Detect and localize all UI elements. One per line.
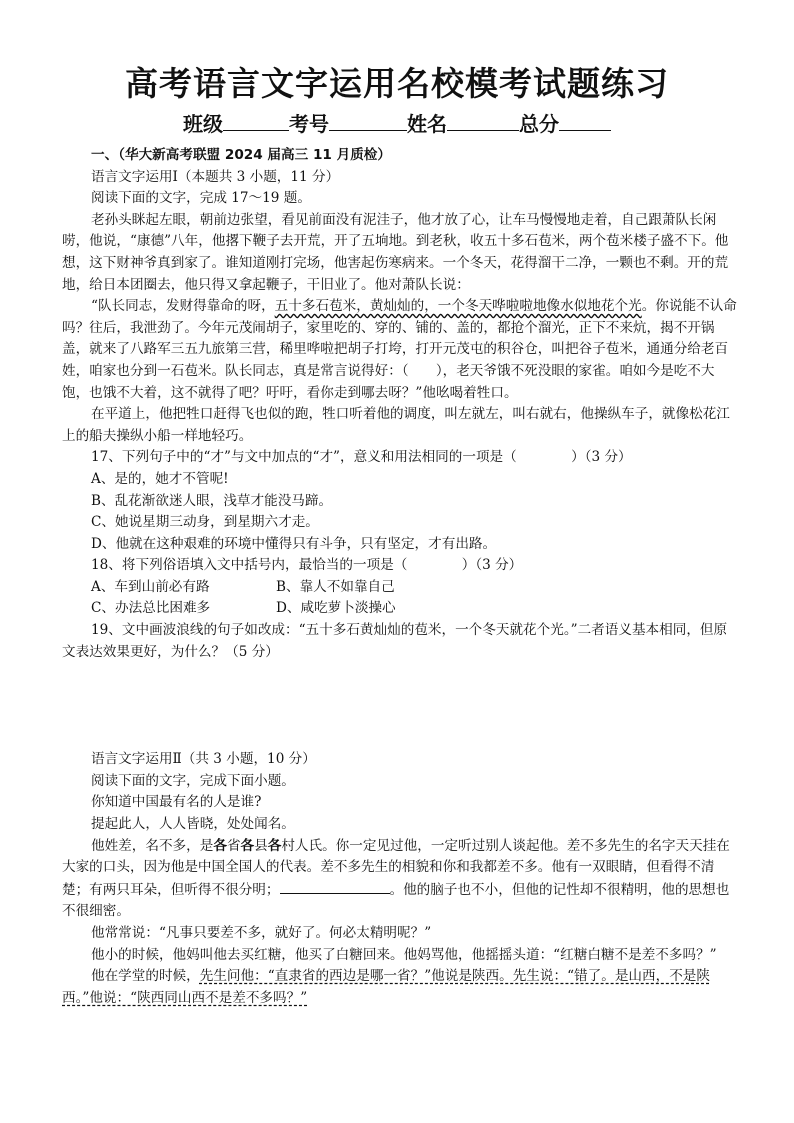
text-run: 。他的脑子也不小，但他的记性却不很精明，他的思想也不很细密。 bbox=[62, 881, 730, 920]
dotted-word: 各 bbox=[213, 837, 227, 854]
part1-title: 语言文字运用Ⅰ（本题共 3 小题，11 分） bbox=[91, 168, 340, 185]
text-run: 村人氏。你一定见过他，一定听过别人谈起他。差不多先生的名字天天挂在大家的口头，因为他是中国全国人的代表。差不多先生的相貌和你和我都差不多。他有一双眼睛，但看得不清楚；有两只耳朵，但听得不很分明； bbox=[62, 837, 730, 898]
page-title: 高考语言文字运用名校模考试题练习 bbox=[125, 64, 669, 103]
q18-option-a[interactable]: A、车到山前必有路 bbox=[91, 578, 210, 595]
part2-title: 语言文字运用Ⅱ（共 3 小题，10 分） bbox=[91, 751, 316, 768]
q17-option-c[interactable]: C、她说星期三动身，到星期六才走。 bbox=[91, 514, 319, 531]
part1-instruction: 阅读下面的文字，完成 17～19 题。 bbox=[91, 190, 311, 207]
q17-option-d[interactable]: D、他就在这种艰难的环境中懂得只有斗争，只有坚定，才有出路。 bbox=[91, 535, 497, 552]
passage2-paragraph-4 bbox=[62, 966, 738, 1009]
q18-option-c[interactable]: C、办法总比困难多 bbox=[91, 600, 211, 617]
section-heading: 一、（华大新高考联盟 2024 届高三 11 月质检） bbox=[91, 147, 391, 163]
text-run: 县 bbox=[254, 837, 268, 854]
q18-option-b[interactable]: B、靠人不如靠自己 bbox=[276, 578, 395, 595]
q17-option-b[interactable]: B、乱花渐欲迷人眼，浅草才能没马蹄。 bbox=[91, 492, 333, 509]
q17-option-a[interactable]: A、是的，她才不管呢! bbox=[91, 470, 229, 487]
student-info-line bbox=[0, 108, 794, 137]
text-run: 他姓差，名不多，是 bbox=[91, 837, 214, 854]
question-18: 18、将下列俗语填入文中括号内，最恰当的一项是（ ）（3 分） bbox=[91, 557, 523, 574]
text-run: 他在学堂的时候， bbox=[91, 968, 200, 985]
passage2-line-2: 提起此人，人人皆晓，处处闻名。 bbox=[91, 816, 295, 833]
passage2-paragraph-3: 他小的时候，他妈叫他去买红糖，他买了白糖回来。他妈骂他，他摇摇头道：“红糖白糖不是差不多吗？” bbox=[91, 946, 717, 963]
passage2-line-1: 你知道中国最有名的人是谁? bbox=[91, 794, 262, 811]
passage1-paragraph-3: 在平道上，他把牲口赶得飞也似的跑，牲口听着他的调度，叫左就左，叫右就右，他操纵车子，就像松花江上的船夫操纵小船一样地轻巧。 bbox=[62, 406, 730, 444]
wavy-underlined-sentence: 五十多石苞米，黄灿灿的，一个冬天哗啦啦地像水似地花个光 bbox=[274, 298, 642, 315]
passage2-paragraph-2: 他常常说：“凡事只要差不多，就好了。何必太精明呢？” bbox=[91, 925, 432, 941]
text-run: 省 bbox=[226, 837, 241, 854]
passage2-paragraph-1 bbox=[62, 836, 738, 923]
score-label: 总分 bbox=[519, 112, 559, 136]
part2-instruction: 阅读下面的文字，完成下面小题。 bbox=[91, 772, 295, 789]
passage1-paragraph-2 bbox=[62, 296, 738, 404]
passage1-paragraph-1: 老孙头眯起左眼，朝前边张望，看见前面没有泥洼子，他才放了心，让车马慢慢地走着，自己跟萧队长闲唠，他说，“康德”八年，他撂下鞭子去开荒，开了五垧地。到老秋，收五十多石苞米，两个苞米楼子盛不下。他想，这下财神爷真到家了。谁知道刚打完场，他害起伤寒病来。一个冬天，花得溜干二净，一颗也不剩。开的荒地，给日本团圈去，他只得又拿起鞭子，干旧业了。他对萧队长说： bbox=[62, 211, 729, 293]
dashed-underlined-sentence: 先生问他：“直隶省的西边是哪一省？”他说是陕西。先生说：“错了。是山西，不是陕西。”他说：“陕西同山西不是差不多吗？” bbox=[62, 968, 710, 1006]
exam-number-blank[interactable] bbox=[329, 112, 407, 131]
score-blank[interactable] bbox=[559, 112, 611, 131]
name-blank[interactable] bbox=[447, 112, 519, 131]
worksheet-content bbox=[62, 145, 738, 1009]
question-19: 19、文中画波浪线的句子如改成：“五十多石黄灿灿的苞米，一个冬天就花个光。”二者语义基本相同，但原文表达效果更好，为什么？（5 分） bbox=[62, 622, 728, 660]
q18-options-row-2 bbox=[62, 598, 738, 620]
answer-space[interactable] bbox=[62, 663, 738, 749]
dotted-word: 各 bbox=[267, 837, 282, 854]
q18-options-row-1 bbox=[62, 577, 738, 599]
paragraph-2-lead: “队长同志，发财得靠命的呀， bbox=[91, 298, 275, 315]
q18-option-d[interactable]: D、咸吃萝卜淡操心 bbox=[276, 600, 396, 617]
dotted-word: 各 bbox=[240, 837, 255, 854]
class-label: 班级 bbox=[183, 112, 223, 136]
fill-in-blank[interactable] bbox=[280, 879, 390, 894]
class-blank[interactable] bbox=[223, 112, 289, 131]
paragraph-2-rest: 。你说能不认命吗？往后，我泄劲了。今年元茂闹胡子，家里吃的、穿的、铺的、盖的，都抢个溜光，正下不来炕，揭不开锅盖，就来了八路军三五九旅第三营，稀里哗啦把胡子打垮，打开元茂屯的积谷仓，叫把谷子苞米，通通分给老百姓，咱家也分到一石苞米。队长同志，真是常言说得好：（ ），老天爷饿不死没眼的家雀。咱如今是吃不大饱，也饿不大着，这不就得了吧？吁吁，看你走到哪去呀？”他吆喝着牲口。 bbox=[62, 298, 737, 401]
question-17: 17、下列句子中的“才”与文中加点的“才”，意义和用法相同的一项是（ ）（3 分） bbox=[91, 449, 632, 466]
name-label: 姓名 bbox=[407, 112, 447, 136]
exam-number-label: 考号 bbox=[289, 112, 329, 136]
